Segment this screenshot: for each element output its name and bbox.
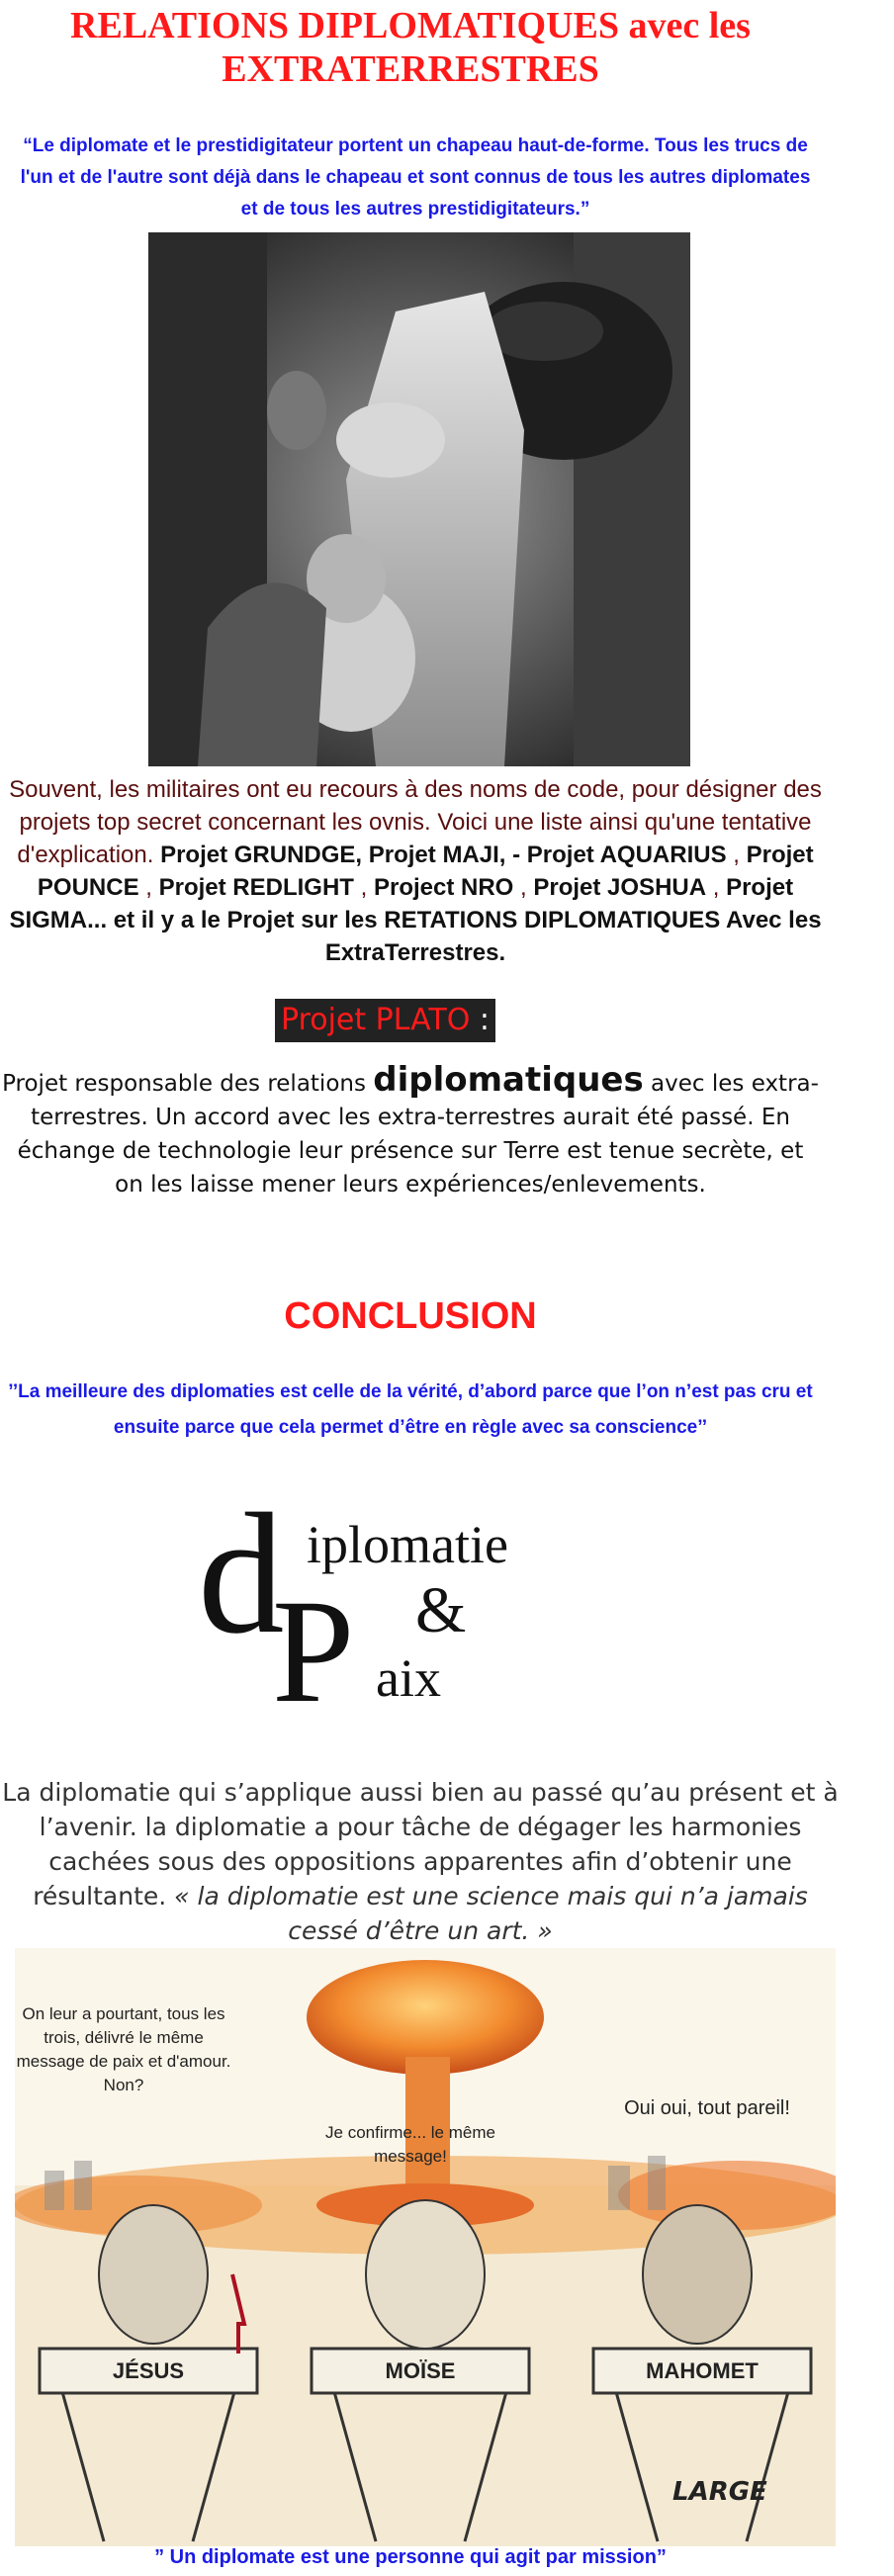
separator: , [513,874,534,901]
logo-iplomatie: iplomatie [307,1515,508,1574]
quote-top: “Le diplomate et le prestidigitateur portent un chapeau haut-de-forme. Tous les trucs de l'un et de l'autre sont déjà dans le chapeau et sont connus de tous les autres diplomates et de tous les autres prestidigitateurs.” [20,135,811,220]
plato-name: Projet PLATO [281,1003,471,1037]
project-list-2: Projet AQUARIUS [526,842,727,868]
separator: , [353,874,374,901]
separator: , [138,874,159,901]
bubble-right: Oui oui, tout pareil! [624,2097,790,2119]
plato-colon: : [470,1003,490,1037]
chair-label-mahomet: MAHOMET [646,2358,759,2383]
plato-description [0,1060,821,1201]
paragraph-text: La diplomatie qui s’applique aussi bien au passé qu’au présent et à l’avenir. la diplomatie a pour tâche de dégager les harmonies cachées sous des oppositions apparentes afin d’obtenir une résultante. [2,1778,839,1910]
bubble-left: On leur a pourtant, tous les trois, délivré le même message de paix et d'amour. Non? [16,2004,231,2094]
plato-heading [275,999,495,1042]
plato-text-a: Projet responsable des relations [2,1071,366,1097]
project-list-4: Projet REDLIGHT [158,874,354,901]
intro-paragraph [0,773,831,969]
logo-ampersand: & [415,1574,467,1646]
intro-text: Souvent, les militaires ont eu recours à des noms de code, pour désigner des projets top secret concernant les ovnis. Voici une liste ainsi qu'une tentative d'explication. [9,776,822,868]
project-list-1: Projet GRUNDGE, Projet MAJI [160,842,499,868]
diplomatie-paragraph [0,1775,841,1948]
chair-label-jesus: JÉSUS [112,2358,185,2383]
bubble-middle: Je confirme... le même message! [325,2123,495,2166]
page-title: RELATIONS DIPLOMATIQUES avec les EXTRATERRESTRES [70,5,751,90]
project-list-3: Projet POUNCE [37,842,814,901]
project-list-7: Projet SIGMA... et il y a le Projet sur les RETATIONS DIPLOMATIQUES Avec les ExtraTerrestres. [9,874,822,966]
cartoon-illustration [15,1948,836,2546]
project-list-5: Project NRO [373,874,514,901]
archive-photo [148,232,690,766]
separator: , [726,842,747,868]
quote-bottom: ” Un diplomate est une personne qui agit par mission” [154,2546,667,2568]
separator: , [706,874,727,901]
plato-text-emphasis: diplomatiques [373,1060,644,1100]
plato-text-b: avec les extra-terrestres. Un accord avec les extra-terrestres aurait été passé. En échange de technologie leur présence sur Terre est tenue secrète, et on les laisse mener leurs expériences/enlevements. [17,1071,819,1198]
paragraph-italic: « la diplomatie est une science mais qui n’a jamais cessé d’être un art. » [174,1882,808,1945]
quote-mid: ’’La meilleure des diplomaties est celle de la vérité, d’abord parce que l’on n’est pas cru et ensuite parce que cela permet d’être en règle avec sa conscience’’ [8,1381,813,1438]
logo-p: P [272,1569,355,1706]
cartoon-signature: LARGE [672,2477,767,2507]
separator: , - [498,842,521,868]
logo-d: d [203,1483,285,1669]
chair-label-moise: MOÏSE [385,2358,456,2383]
conclusion-heading: CONCLUSION [284,1295,537,1337]
project-list-6: Projet JOSHUA [533,874,707,901]
diplomatie-paix-logo [203,1483,598,1706]
logo-aix: aix [376,1648,441,1706]
